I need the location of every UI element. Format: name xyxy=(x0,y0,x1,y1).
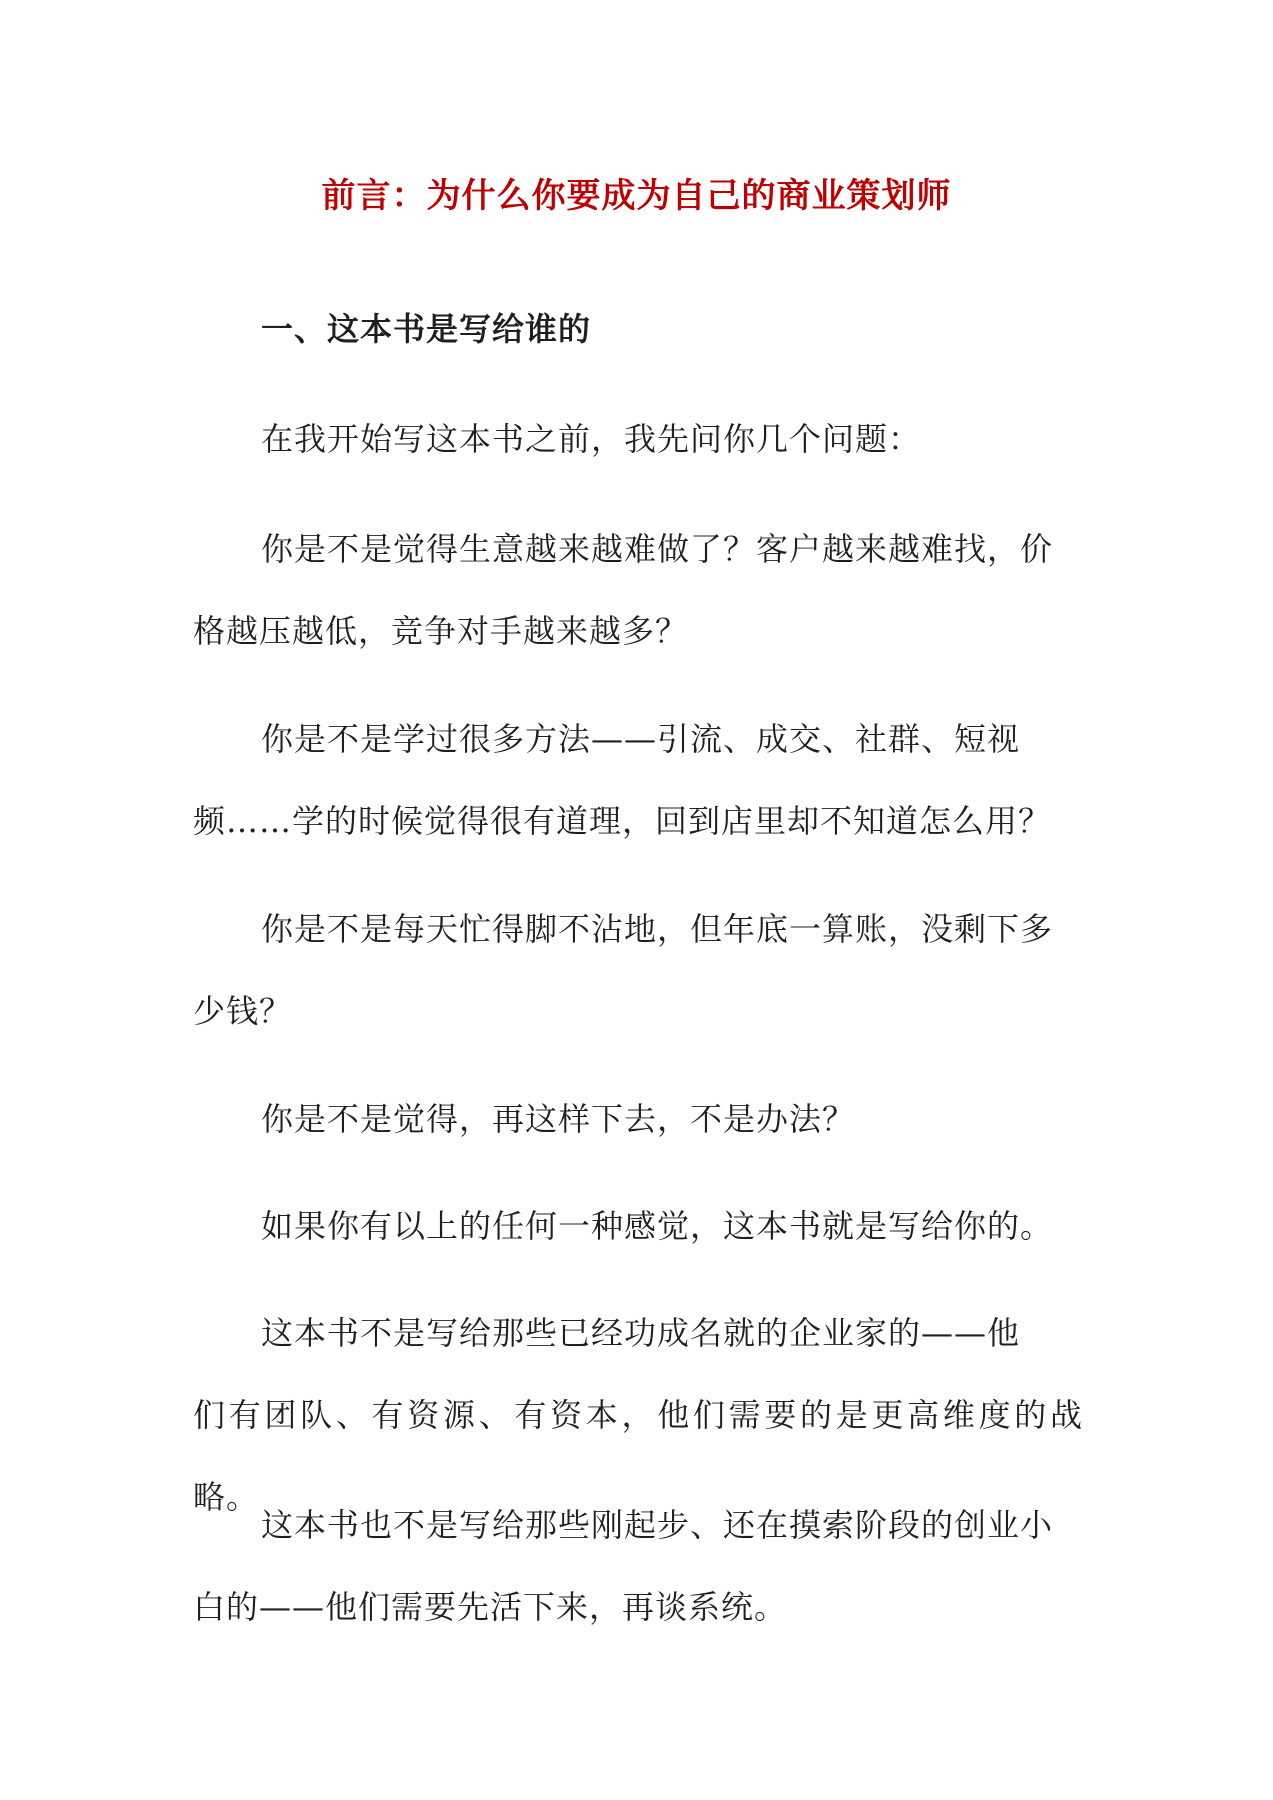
paragraph-line: 你是不是觉得，再这样下去，不是办法？ xyxy=(261,1100,856,1138)
paragraph-line: 你是不是每天忙得脚不沾地，但年底一算账，没剩下多 xyxy=(261,910,1054,948)
paragraph-2 xyxy=(193,508,1083,672)
paragraph-line: 如果你有以上的任何一种感觉，这本书就是写给你的。 xyxy=(261,1207,1054,1245)
paragraph-line: 少钱？ xyxy=(193,992,293,1030)
paragraph-line: 你是不是学过很多方法——引流、成交、社群、短视 xyxy=(261,720,1021,758)
paragraph-line: 这本书也不是写给那些刚起步、还在摸索阶段的创业小 xyxy=(261,1506,1054,1544)
paragraph-line: 在我开始写这本书之前，我先问你几个问题： xyxy=(261,420,922,458)
paragraph-1 xyxy=(193,398,1083,480)
section-heading: 一、这本书是写给谁的 xyxy=(261,310,592,348)
paragraph-8 xyxy=(193,1484,1083,1648)
paragraph-3 xyxy=(193,698,1083,862)
paragraph-line: 频……学的时候觉得很有道理，回到店里却不知道怎么用？ xyxy=(193,802,1052,840)
paragraph-5 xyxy=(193,1078,1083,1160)
paragraph-line: 白的——他们需要先活下来，再谈系统。 xyxy=(193,1588,788,1626)
paragraph-line: 格越压越低，竞争对手越来越多？ xyxy=(193,612,689,650)
paragraph-line: 你是不是觉得生意越来越难做了？客户越来越难找，价 xyxy=(261,530,1054,568)
document-title: 前言：为什么你要成为自己的商业策划师 xyxy=(321,176,952,216)
paragraph-line: 们有团队、有资源、有资本，他们需要的是更高维度的战略。 xyxy=(193,1396,1083,1516)
paragraph-4 xyxy=(193,888,1083,1052)
paragraph-6 xyxy=(193,1185,1083,1267)
paragraph-line: 这本书不是写给那些已经功成名就的企业家的——他 xyxy=(261,1314,1021,1352)
